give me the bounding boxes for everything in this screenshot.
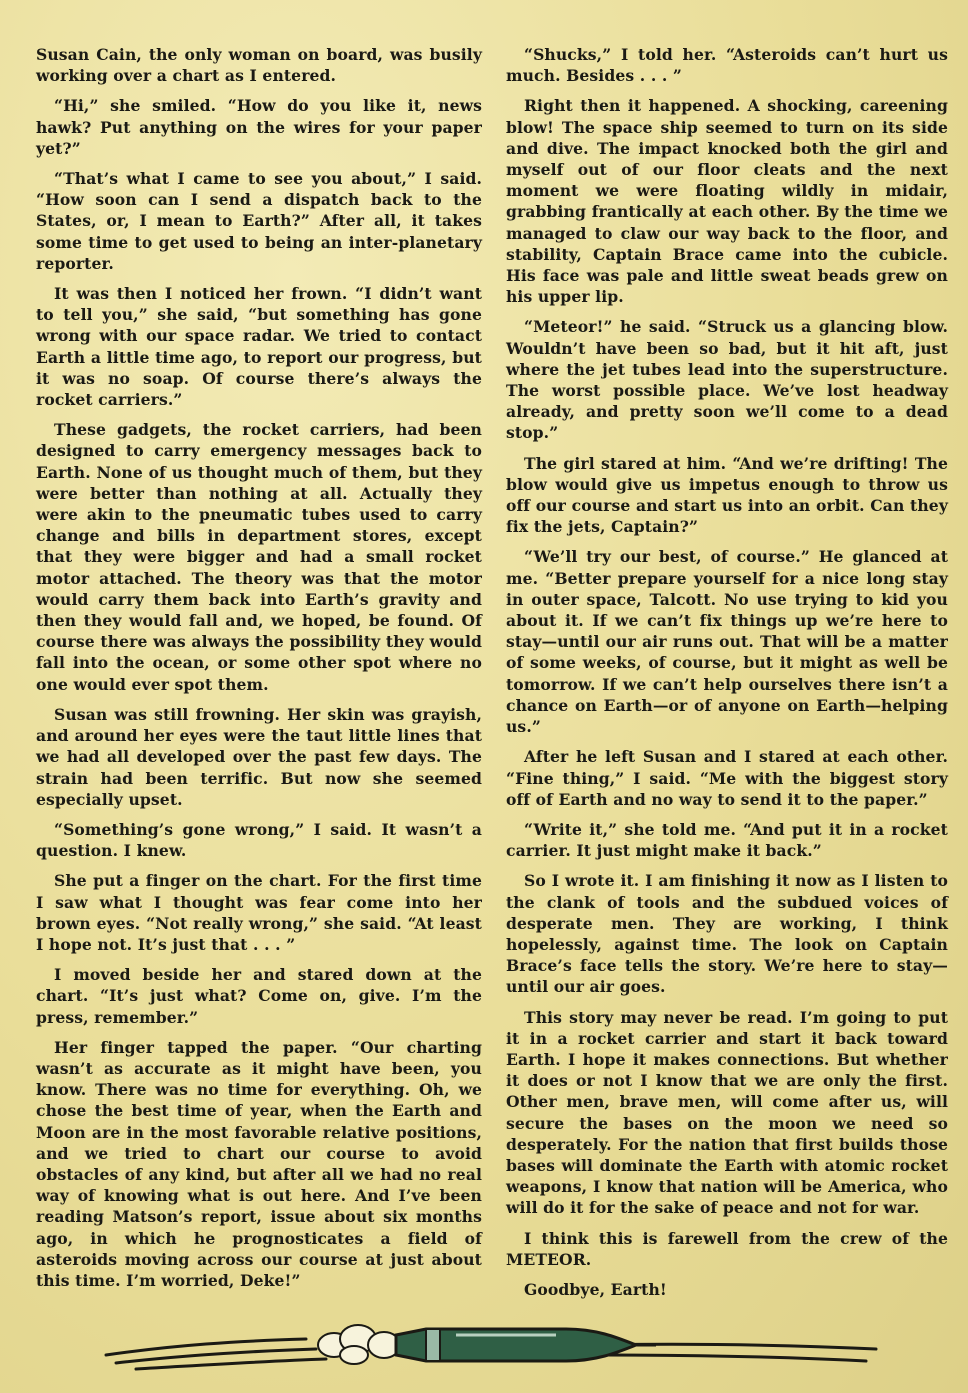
paragraph: “We’ll try our best, of course.” He glanced at me. “Better prepare yourself for a nice long stay in outer space, Talcott. No use trying to kid you about it. If we can’t fix things up we’re here to stay—until our air runs out. That will be a matter of some weeks, of course, but it might as well be tomorrow. If we can’t help ourselves there isn’t a chance on Earth—or of anyone on Earth—helping us.” (506, 547, 948, 737)
paragraph: These gadgets, the rocket carriers, had been designed to carry emergency messages back to Earth. None of us thought much of them, but they were better than nothing at all. Actually they were akin to the pneumatic tubes used to carry change and bills in department stores, except that they were bigger and had a small rocket motor attached. The theory was that the motor would carry them back into Earth’s gravity and then they would fall and, we hoped, be found. Of course there was always the possibility they would fall into the ocean, or some other spot where no one would ever spot them. (36, 420, 482, 694)
paragraph: Susan Cain, the only woman on board, was busily working over a chart as I entered. (36, 45, 482, 86)
closing-line: Goodbye, Earth! (524, 1279, 667, 1299)
paragraph: She put a finger on the chart. For the first time I saw what I thought was fear come into her brown eyes. “Not really wrong,” she said. “At least I hope not. It’s just that . . . ” (36, 871, 482, 954)
paragraph: It was then I noticed her frown. “I didn’t want to tell you,” she said, “but something has gone wrong with our space radar. We tried to contact Earth a little time ago, to report our progress, but it was no soap. Of course there’s always the rocket carriers.” (36, 284, 482, 410)
paragraph: “Hi,” she smiled. “How do you like it, news hawk? Put anything on the wires for your paper yet?” (36, 96, 482, 158)
paragraph: I think this is farewell from the crew of the METEOR. (506, 1228, 948, 1269)
paragraph: Susan was still frowning. Her skin was grayish, and around her eyes were the taut little lines that we had all developed over the past few days. The strain had been terrific. But now she seemed especially upset. (36, 704, 482, 809)
paragraph: After he left Susan and I stared at each other. “Fine thing,” I said. “Me with the biggest story off of Earth and no way to send it to the paper.” (506, 747, 948, 809)
paragraph: So I wrote it. I am finishing it now as I listen to the clank of tools and the subdued voices of desperate men. They are working, I think hopelessly, against time. The look on Captain Brace’s face tells the story. We’re here to stay—until our air goes. (506, 871, 948, 997)
rocket-carrier-icon (96, 1315, 886, 1375)
paragraph: Right then it happened. A shocking, careening blow! The space ship seemed to turn on its side and dive. The impact knocked both the girl and myself out of our floor cleats and the next moment we were floating wildly in midair, grabbing frantically at each other. By the time we managed to claw our way back to the floor, and stability, Captain Brace came into the cubicle. His face was pale and little sweat beads grew on his upper lip. (506, 96, 948, 307)
paragraph: The girl stared at him. “And we’re drifting! The blow would give us impetus enough to throw us off our course and start us into an orbit. Can they fix the jets, Captain?” (506, 453, 948, 537)
paragraph: This story may never be read. I’m going to put it in a rocket carrier and start it back toward Earth. I hope it makes connections. But whether it does or not I know that we are only the first. Other men, brave men, will come after us, will secure the bases on the moon we need so desperately. For the nation that first builds those bases will dominate the Earth with atomic rocket weapons, I know that nation will be America, who will do it for the sake of peace and not for war. (506, 1007, 948, 1218)
paragraph: “Meteor!” he said. “Struck us a glancing blow. Wouldn’t have been so bad, but it hit aft, just where the jet tubes lead into the superstructure. The worst possible place. We’ve lost headway already, and pretty soon we’ll come to a dead stop.” (506, 317, 948, 443)
paragraph: “Write it,” she told me. “And put it in a rocket carrier. It just might make it back.” (506, 819, 948, 861)
paragraph: I moved beside her and stared down at the chart. “It’s just what? Come on, give. I’m the press, remember.” (36, 965, 482, 1027)
paragraph: “That’s what I came to see you about,” I said. “How soon can I send a dispatch back to the States, or, I mean to Earth?” After all, it takes some time to get used to being an inter-planetary reporter. (36, 169, 482, 273)
exhaust-smoke (318, 1325, 400, 1364)
paragraph: “Something’s gone wrong,” I said. It wasn’t a question. I knew. (36, 819, 482, 861)
left-text-column (36, 44, 482, 1300)
right-text-column (506, 44, 948, 1309)
paragraph: Her finger tapped the paper. “Our charting wasn’t as accurate as it might have been, you know. There was no time for everything. Oh, we chose the best time of year, when the Earth and Moon are in the most favorable relative positions, and we tried to chart our course to avoid obstacles of any kind, but after all we had no real way of knowing what is out here. And I’ve been reading Matson’s report, issue about six months ago, in which he prognosticates a field of asteroids moving across our course at just about this time. I’m worried, Deke!” (36, 1037, 482, 1290)
paragraph: “Shucks,” I told her. “Asteroids can’t hurt us much. Besides . . . ” (506, 45, 948, 86)
